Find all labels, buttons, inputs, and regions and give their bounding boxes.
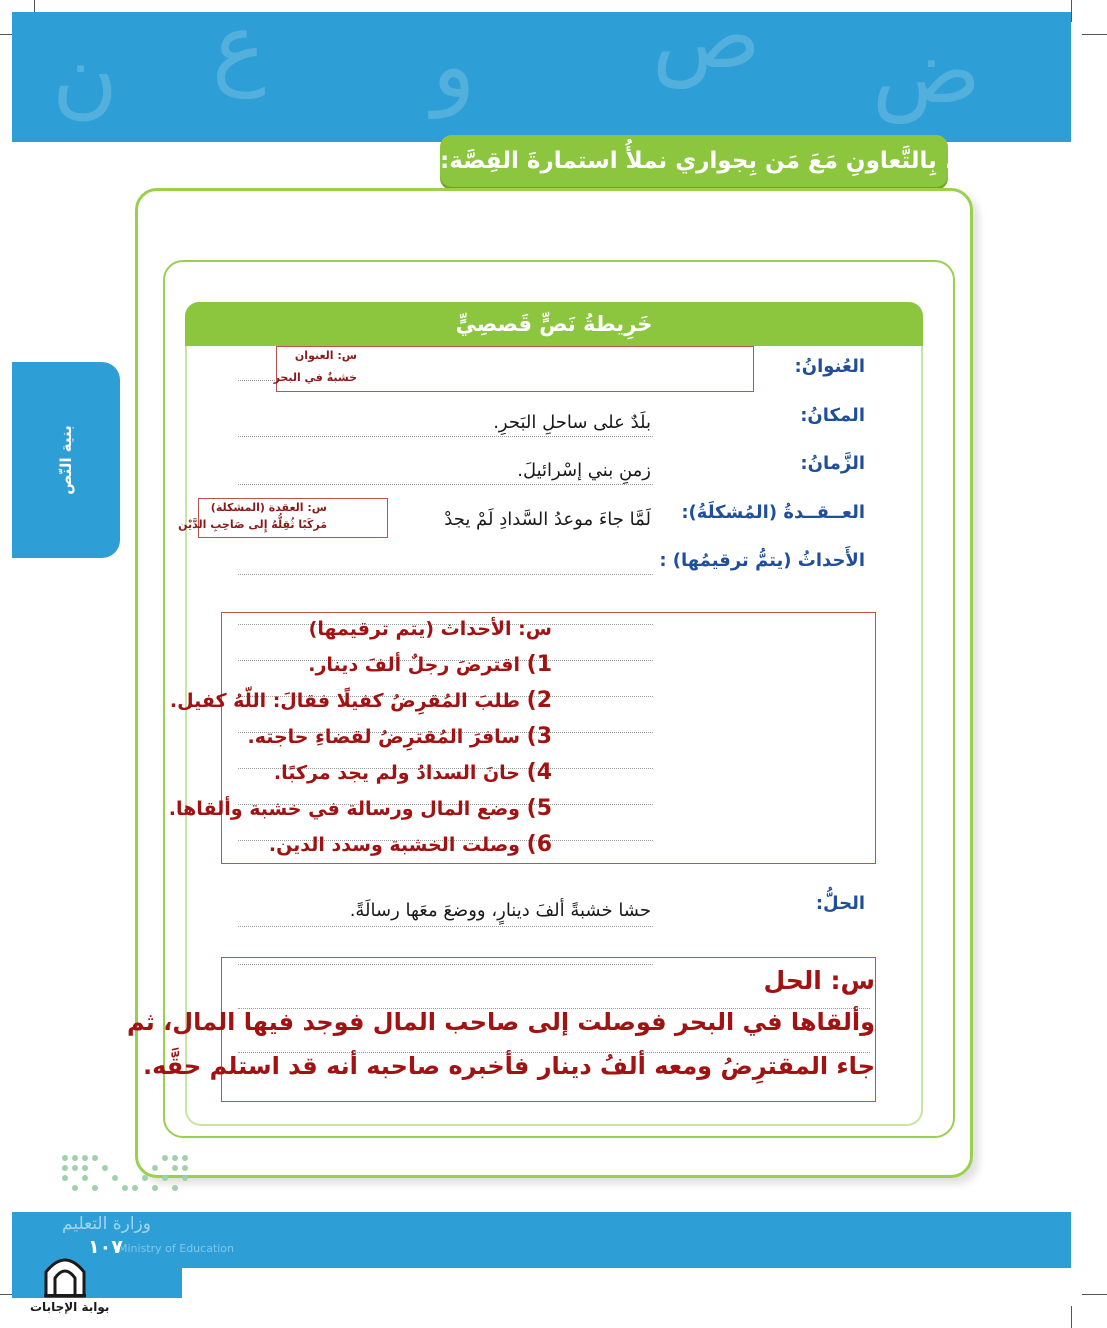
event-text: وصلت الخشبة وسدد الدين. <box>268 834 520 856</box>
event-number: 6) <box>526 832 552 857</box>
place-label: المكانُ: <box>800 405 865 426</box>
solution-value: حشا خشبةً ألفَ دينارٍ، ووضعَ معَها رسالَةً. <box>349 900 651 921</box>
event-number: 2) <box>526 688 552 713</box>
instruction-banner <box>440 135 977 187</box>
events-question: س: الأحداث (يتم ترقيمها) <box>308 618 552 640</box>
events-label: الأَحداثُ (يتمُّ ترقيمُها) : <box>659 550 865 571</box>
crop-mark <box>1082 34 1107 35</box>
conflict-question: س: العقدة (المشكلة) <box>210 501 327 514</box>
ministry-name-en: Ministry of Education <box>118 1242 235 1255</box>
ministry-name: وزارة التعليم <box>62 1214 151 1234</box>
title-answer: خشبةٌ في البحر <box>273 371 357 384</box>
solution-label: الحلُّ: <box>815 893 865 914</box>
event-text: سافرَ المُقترِضُ لقضاءِ حاجته. <box>247 726 520 748</box>
gate-logo-icon <box>42 1254 88 1302</box>
event-item <box>170 688 552 713</box>
decorative-letter-icon: ن <box>52 24 119 129</box>
story-map-title: خَرِيطةُ نَصٍّ قَصصِيٍّ <box>455 312 653 336</box>
side-tab-label: بنية النّص <box>57 425 75 495</box>
place-value: بلَدٌ على ساحلِ البَحرِ. <box>493 412 651 433</box>
decorative-letter-icon: ض <box>872 19 981 124</box>
decorative-letter-icon: ص <box>652 12 761 89</box>
side-chapter-tab <box>12 362 120 558</box>
crop-mark <box>1071 1306 1072 1328</box>
crop-mark <box>1071 0 1072 22</box>
event-number: 1) <box>526 652 552 677</box>
event-number: 3) <box>526 724 552 749</box>
event-text: طلبَ المُقرِضُ كفيلًا فقالَ: اللّهُ كفيل. <box>169 690 520 712</box>
conflict-answer-box[interactable] <box>178 498 388 538</box>
story-map-header <box>185 302 923 346</box>
solution-question: س: الحل <box>763 966 875 995</box>
time-value: زمنِ بني إسْرائيلَ. <box>517 460 651 481</box>
crop-mark <box>1082 1294 1107 1295</box>
place-dotted-line <box>238 436 653 437</box>
event-item <box>274 760 552 785</box>
conflict-answer: مَركَبًا ثُقِلُّهُ إِلى صَاحِبِ الدَّيْن <box>178 518 327 531</box>
decorative-letter-icon: ع <box>212 12 266 99</box>
solution-dotted-line <box>238 964 653 965</box>
time-dotted-line <box>238 484 653 485</box>
conflict-value: لَمَّا جاءَ موعدُ السَّدادِ لَمْ يجدْ <box>444 509 651 530</box>
top-decorative-band <box>12 12 1071 142</box>
event-item <box>169 796 552 821</box>
events-dotted-line <box>238 574 653 575</box>
solution-answer-line: جاء المقترِضُ ومعه ألفُ دينار فأخبره صاحبه أنه قد استلم حقَّه. <box>142 1052 875 1080</box>
event-number: 4) <box>526 760 552 785</box>
event-item <box>269 832 552 857</box>
title-answer-box[interactable] <box>273 346 754 392</box>
decorative-letter-icon: و <box>432 14 476 119</box>
event-number: 5) <box>526 796 552 821</box>
title-question: س: العنوان <box>294 349 357 362</box>
event-item <box>247 724 552 749</box>
event-text: اقترضَ رجلٌ ألفَ دينار. <box>308 654 520 676</box>
gate-label: بوابة الإجابات <box>30 1300 110 1314</box>
instruction-text: ب. بِالتَّعاونِ مَعَ مَن بِجواري نملأُ استمارةَ القِصَّة: <box>440 148 977 174</box>
page-number: ١٠٧ <box>88 1236 123 1258</box>
solution-answer-line: وألقاها في البحر فوصلت إلى صاحب المال فوجد فيها المال، ثم <box>126 1008 875 1036</box>
conflict-label: العــقــدةُ (المُشكلَةُ): <box>681 502 865 523</box>
event-text: وضع المال ورسالة في خشبة وألقاها. <box>168 798 520 820</box>
title-label: العُنوانُ: <box>794 356 865 377</box>
solution-dotted-line <box>238 926 653 927</box>
event-item <box>308 652 552 677</box>
time-label: الزَّمانُ: <box>800 453 865 474</box>
event-text: حانَ السدادُ ولم يجد مركبًا. <box>273 762 520 784</box>
